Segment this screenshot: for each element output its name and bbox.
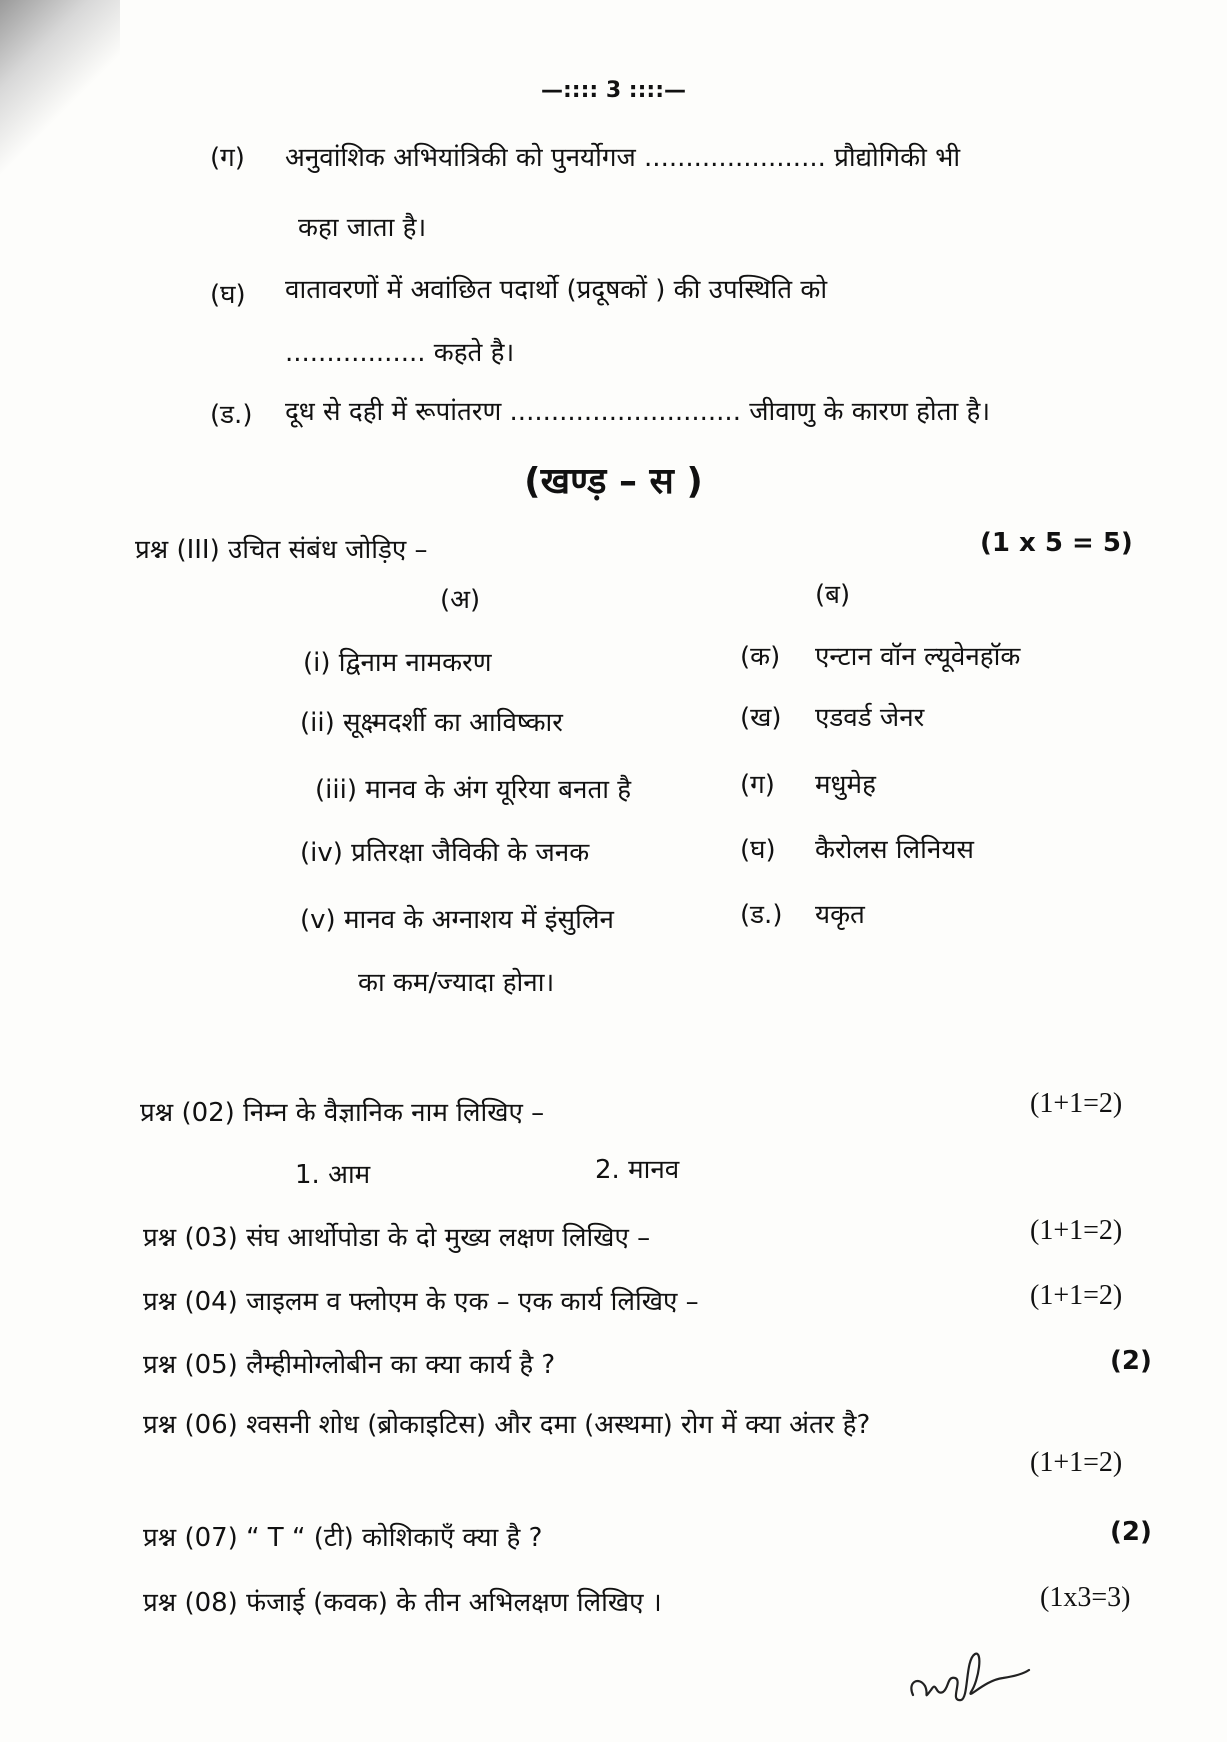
blank-da-line1: दूध से दही में रूपांतरण ............................ जीवाणु के कारण होता है। <box>285 397 991 427</box>
question-05-marks: (2) <box>1110 1346 1152 1376</box>
question-06-marks: (1+1=2) <box>1030 1447 1123 1478</box>
column-b-item-2: एडवर्ड जेनर <box>815 703 925 733</box>
column-a-item-1: (i) द्विनाम नामकरण <box>303 648 492 678</box>
blank-label-ga: (ग) <box>210 143 245 173</box>
column-a-item-5: (v) मानव के अग्नाशय में इंसुलिन <box>300 905 614 935</box>
blank-label-da: (ड.) <box>210 400 253 430</box>
column-b-header: (ब) <box>815 580 851 610</box>
column-b-item-1: एन्टान वॉन ल्यूवेनहॉक <box>815 642 1021 672</box>
question-06-text: प्रश्न (06) श्वसनी शोध (ब्रोकाइटिस) और दमा (अस्थमा) रोग में क्या अंतर है? <box>143 1410 871 1440</box>
blank-gha-line2: ................. कहते है। <box>285 338 515 368</box>
question-04-marks: (1+1=2) <box>1030 1280 1123 1311</box>
blank-ga-line1: अनुवांशिक अभियांत्रिकी को पुनर्योगज ...................... प्रौद्योगिकी भी <box>285 143 961 173</box>
column-b-item-4: कैरोलस लिनियस <box>815 835 974 865</box>
column-b-label-4: (घ) <box>740 835 776 865</box>
column-a-item-4: (iv) प्रतिरक्षा जैविकी के जनक <box>300 838 590 868</box>
question-02-text: प्रश्न (02) निम्न के वैज्ञानिक नाम लिखिए – <box>140 1098 545 1128</box>
column-b-label-1: (क) <box>740 642 781 672</box>
column-a-item-2: (ii) सूक्ष्मदर्शी का आविष्कार <box>300 708 563 738</box>
question-03-marks: (1+1=2) <box>1030 1215 1123 1246</box>
question-02-marks: (1+1=2) <box>1030 1088 1123 1119</box>
column-b-label-3: (ग) <box>740 770 775 800</box>
column-b-item-5: यकृत <box>815 900 865 930</box>
column-a-item-3: (iii) मानव के अंग यूरिया बनता है <box>315 775 632 805</box>
question-08-text: प्रश्न (08) फंजाई (कवक) के तीन अभिलक्षण लिखिए । <box>143 1588 662 1618</box>
question-05-text: प्रश्न (05) लैम्हीमोग्लोबीन का क्या कार्य है ? <box>143 1350 556 1380</box>
column-b-item-3: मधुमेह <box>815 770 876 800</box>
column-a-item-5-continued: का कम/ज्यादा होना। <box>358 968 555 998</box>
handwritten-signature <box>905 1640 1035 1714</box>
section-title: (खण्ड़ – स ) <box>524 461 703 502</box>
question-02-option-1: 1. आम <box>295 1160 371 1190</box>
match-question-marks: (1 x 5 = 5) <box>980 528 1133 558</box>
question-04-text: प्रश्न (04) जाइलम व फ्लोएम के एक – एक कार्य लिखिए – <box>143 1287 699 1317</box>
blank-ga-line2: कहा जाता है। <box>298 213 427 243</box>
blank-label-gha: (घ) <box>210 280 246 310</box>
blank-gha-line1: वातावरणों में अवांछित पदार्थो (प्रदूषकों ) की उपस्थिति को <box>285 275 828 305</box>
match-question-label: प्रश्न (III) उचित संबंध जोड़िए – <box>135 535 428 565</box>
question-02-option-2: 2. मानव <box>595 1155 680 1185</box>
column-b-label-5: (ड.) <box>740 900 783 930</box>
question-08-marks: (1x3=3) <box>1040 1582 1131 1613</box>
column-a-header: (अ) <box>440 585 481 615</box>
question-03-text: प्रश्न (03) संघ आर्थोपोडा के दो मुख्य लक्षण लिखिए – <box>143 1223 651 1253</box>
question-07-marks: (2) <box>1110 1517 1152 1547</box>
question-07-text: प्रश्न (07) “ T “ (टी) कोशिकाएँ क्या है ? <box>143 1523 543 1553</box>
column-b-label-2: (ख) <box>740 703 782 733</box>
page-number: —:::: 3 ::::— <box>540 78 686 103</box>
